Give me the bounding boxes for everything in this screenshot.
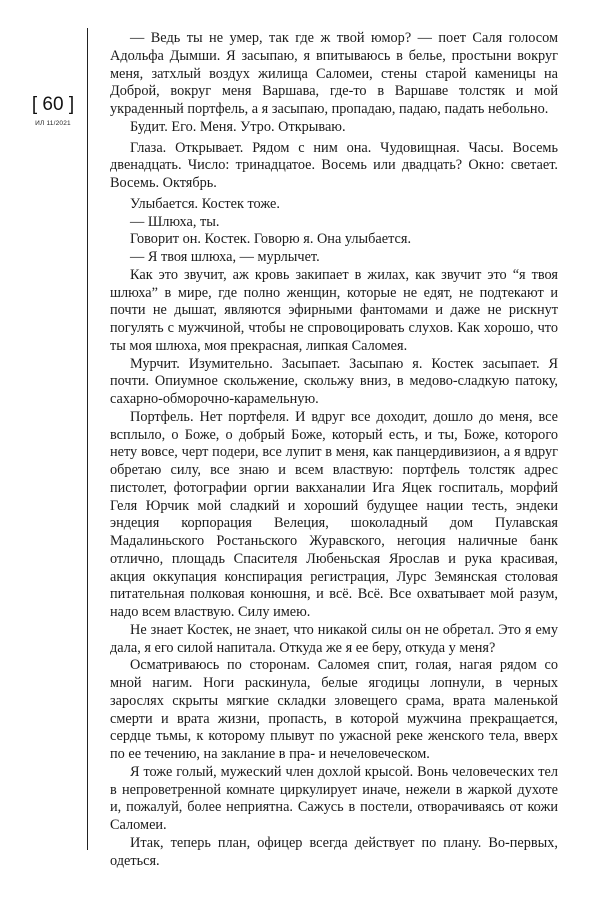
- margin-rule: [87, 28, 88, 850]
- page-number-value: 60: [42, 94, 64, 115]
- paragraph: Говорит он. Костек. Говорю я. Она улыбается.: [130, 231, 412, 248]
- paragraph: Улыбается. Костек тоже.: [130, 195, 280, 212]
- paragraph: Портфель. Нет портфеля. И вдруг все доходит, дошло до меня, все всплыло, о Боже, о добрый Боже, который есть, и ты, Боже, которого нету вовсе, черт подери, все лупит в меня, как панцердивизион, а я вдруг обретаю силу, все знаю и всем властвую: портфель толстяк адрес пистолет, фотографии оргии вакханалии Ига Яцек госпиталь, морфий Геля Юрчик мой сладкий и хороший будущее нации тесть, эндеки эндеция корпорация Велеция, шоколадный дом Пулавская Мадалиньского Ростаньского Журавского, негоция наличные банк отлично, площадь Спасителя Любеньская Ярослав и рука красивая, акция оккупация конспирация регистрация, Лурс Земянская столовая питательная полковая конюшня, и всё. Всё. Все охватывает мой разум, надо всем властвую. Силу имею.: [110, 408, 558, 620]
- issue-label: ИЛ 11/2021: [35, 120, 71, 127]
- body-text: [110, 30, 558, 870]
- bracket-close: ]: [68, 94, 75, 115]
- paragraph: — Я твоя шлюха, — мурлычет.: [130, 249, 320, 265]
- page-marker: [20, 94, 86, 127]
- paragraph: Я тоже голый, мужеский член дохлой крысой. Вонь человеческих тел в непроветренной комнате циркулирует иначе, нежели в жаркой духоте и, пожалуй, более неприятна. Сажусь в постели, отворачиваясь от кожи Саломеи.: [110, 763, 558, 833]
- paragraph: Итак, теперь план, офицер всегда действует по плану. Во-первых, одеться.: [110, 834, 558, 869]
- page-number: [20, 94, 86, 116]
- paragraph: Будит. Его. Меня. Утро. Открываю.: [130, 118, 346, 135]
- paragraph: Как это звучит, аж кровь закипает в жилах, как звучит это “я твоя шлюха” в мире, где полно женщин, которые не едят, не подтекают и почти не дышат, являются эфирными фантомами и даже не рискнут погулять с мужчиной, чтобы не спровоцировать слухов. Как хорошо, что ты моя шлюха, моя прекрасная, липкая Саломея.: [110, 266, 558, 354]
- paragraph: Осматриваюсь по сторонам. Саломея спит, голая, нагая рядом со мной нагим. Ноги раскинула, белые ягодицы лопнули, в черных зарослях скрыты мягкие складки зловещего срама, врата маленькой смерти и врата жизни, пропасть, в которой мужчина прекращается, сердце тьмы, к которому плывут по ужасной реке женского тела, вверх по ее течению, на заклание в пра- и нечеловеческом.: [110, 657, 558, 762]
- paragraph: — Шлюха, ты.: [130, 213, 220, 230]
- paragraph: Мурчит. Изумительно. Засыпает. Засыпаю я. Костек засыпает. Я почти. Опиумное скольжение, скольжу вниз, в медово-сладкую патоку, сахарно-обморочно-карамельную.: [110, 355, 558, 407]
- bracket-open: [: [31, 94, 38, 115]
- paragraph: — Ведь ты не умер, так где ж твой юмор? — поет Саля голосом Адольфа Дымши. Я засыпаю, я впитываюсь в белье, простыни вокруг меня, затхлый воздух жилища Саломеи, стены старой каменицы на Доброй, вокруг меня Варшава, где-то в Варшаве толстяк и мой украденный портфель, а я засыпаю, пропадаю, падаю, падать небольно.: [110, 30, 558, 117]
- paragraph: Не знает Костек, не знает, что никакой силы он не обретал. Это я ему дала, я его силой напитала. Откуда же я ее беру, откуда у меня?: [110, 621, 558, 656]
- paragraph: Глаза. Открывает. Рядом с ним она. Чудовищная. Часы. Восемь двенадцать. Число: тринадцатое. Восемь или двадцать? Окно: светает. Восемь. Октябрь.: [110, 139, 558, 191]
